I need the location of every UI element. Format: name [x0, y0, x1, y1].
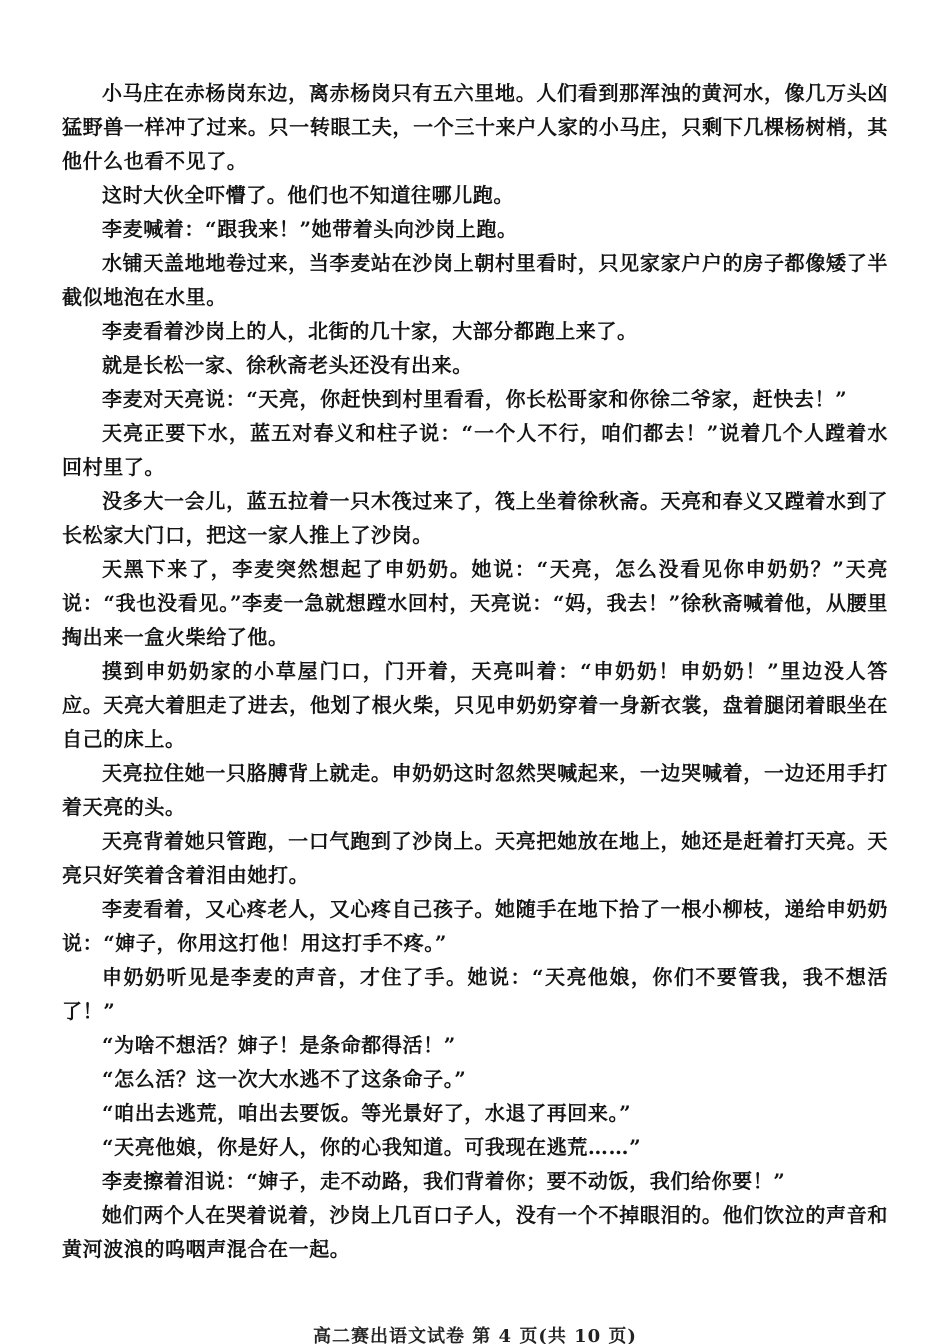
- paragraph: 申奶奶听见是李麦的声音，才住了手。她说：“天亮他娘，你们不要管我，我不想活了！”: [62, 965, 888, 1023]
- paragraph: 这时大伙全吓懵了。他们也不知道往哪儿跑。: [102, 183, 514, 207]
- paragraph: 摸到申奶奶家的小草屋门口，门开着，天亮叫着：“申奶奶！申奶奶！”里边没人答应。天亮大着胆走了进去，他划了根火柴，只见申奶奶穿着一身新衣裳，盘着腿闭着眼坐在自己的床上。: [62, 659, 888, 751]
- paragraph: 她们两个人在哭着说着，沙岗上几百口子人，没有一个不掉眼泪的。他们饮泣的声音和黄河波浪的呜咽声混合在一起。: [62, 1203, 888, 1261]
- dialogue-line: “为啥不想活？婶子！是条命都得活！”: [102, 1033, 456, 1057]
- page-footer: 高二赛出语文试卷 第 4 页(共 10 页): [313, 1326, 637, 1344]
- dialogue-line: “咱出去逃荒，咱出去要饭。等光景好了，水退了再回来。”: [102, 1101, 632, 1125]
- paragraph: 天亮正要下水，蓝五对春义和柱子说：“一个人不行，咱们都去！”说着几个人蹚着水回村里了。: [62, 421, 888, 479]
- paragraph: 李麦看着，又心疼老人，又心疼自己孩子。她随手在地下拾了一根小柳枝，递给申奶奶说：“婶子，你用这打他！用这打手不疼。”: [62, 897, 888, 955]
- paragraph: 李麦对天亮说：“天亮，你赶快到村里看看，你长松哥家和你徐二爷家，赶快去！”: [102, 387, 848, 411]
- paragraph: 就是长松一家、徐秋斋老头还没有出来。: [102, 353, 473, 377]
- paragraph: 没多大一会儿，蓝五拉着一只木筏过来了，筏上坐着徐秋斋。天亮和春义又蹚着水到了长松家大门口，把这一家人推上了沙岗。: [62, 489, 888, 547]
- paragraph: 水铺天盖地地卷过来，当李麦站在沙岗上朝村里看时，只见家家户户的房子都像矮了半截似地泡在水里。: [62, 251, 888, 309]
- paragraph: 天亮背着她只管跑，一口气跑到了沙岗上。天亮把她放在地上，她还是赶着打天亮。天亮只好笑着含着泪由她打。: [62, 829, 888, 887]
- paragraph: 李麦看着沙岗上的人，北街的几十家，大部分都跑上来了。: [102, 319, 638, 343]
- paragraph: 李麦擦着泪说：“婶子，走不动路，我们背着你；要不动饭，我们给你要！”: [102, 1169, 786, 1193]
- dialogue-line: “天亮他娘，你是好人，你的心我知道。可我现在逃荒……”: [102, 1135, 642, 1159]
- document-body: [62, 76, 888, 1266]
- paragraph: 天亮拉住她一只胳膊背上就走。申奶奶这时忽然哭喊起来，一边哭喊着，一边还用手打着天亮的头。: [62, 761, 888, 819]
- paragraph: 天黑下来了，李麦突然想起了申奶奶。她说：“天亮，怎么没看见你申奶奶？”天亮说：“我也没看见。”李麦一急就想蹚水回村，天亮说：“妈，我去！”徐秋斋喊着他，从腰里掏出来一盒火柴给了他。: [62, 557, 888, 649]
- paragraph: 李麦喊着：“跟我来！”她带着头向沙岗上跑。: [102, 217, 518, 241]
- paragraph: 小马庄在赤杨岗东边，离赤杨岗只有五六里地。人们看到那浑浊的黄河水，像几万头凶猛野兽一样冲了过来。只一转眼工夫，一个三十来户人家的小马庄，只剩下几棵杨树梢，其他什么也看不见了。: [62, 81, 888, 173]
- dialogue-line: “怎么活？这一次大水逃不了这条命子。”: [102, 1067, 467, 1091]
